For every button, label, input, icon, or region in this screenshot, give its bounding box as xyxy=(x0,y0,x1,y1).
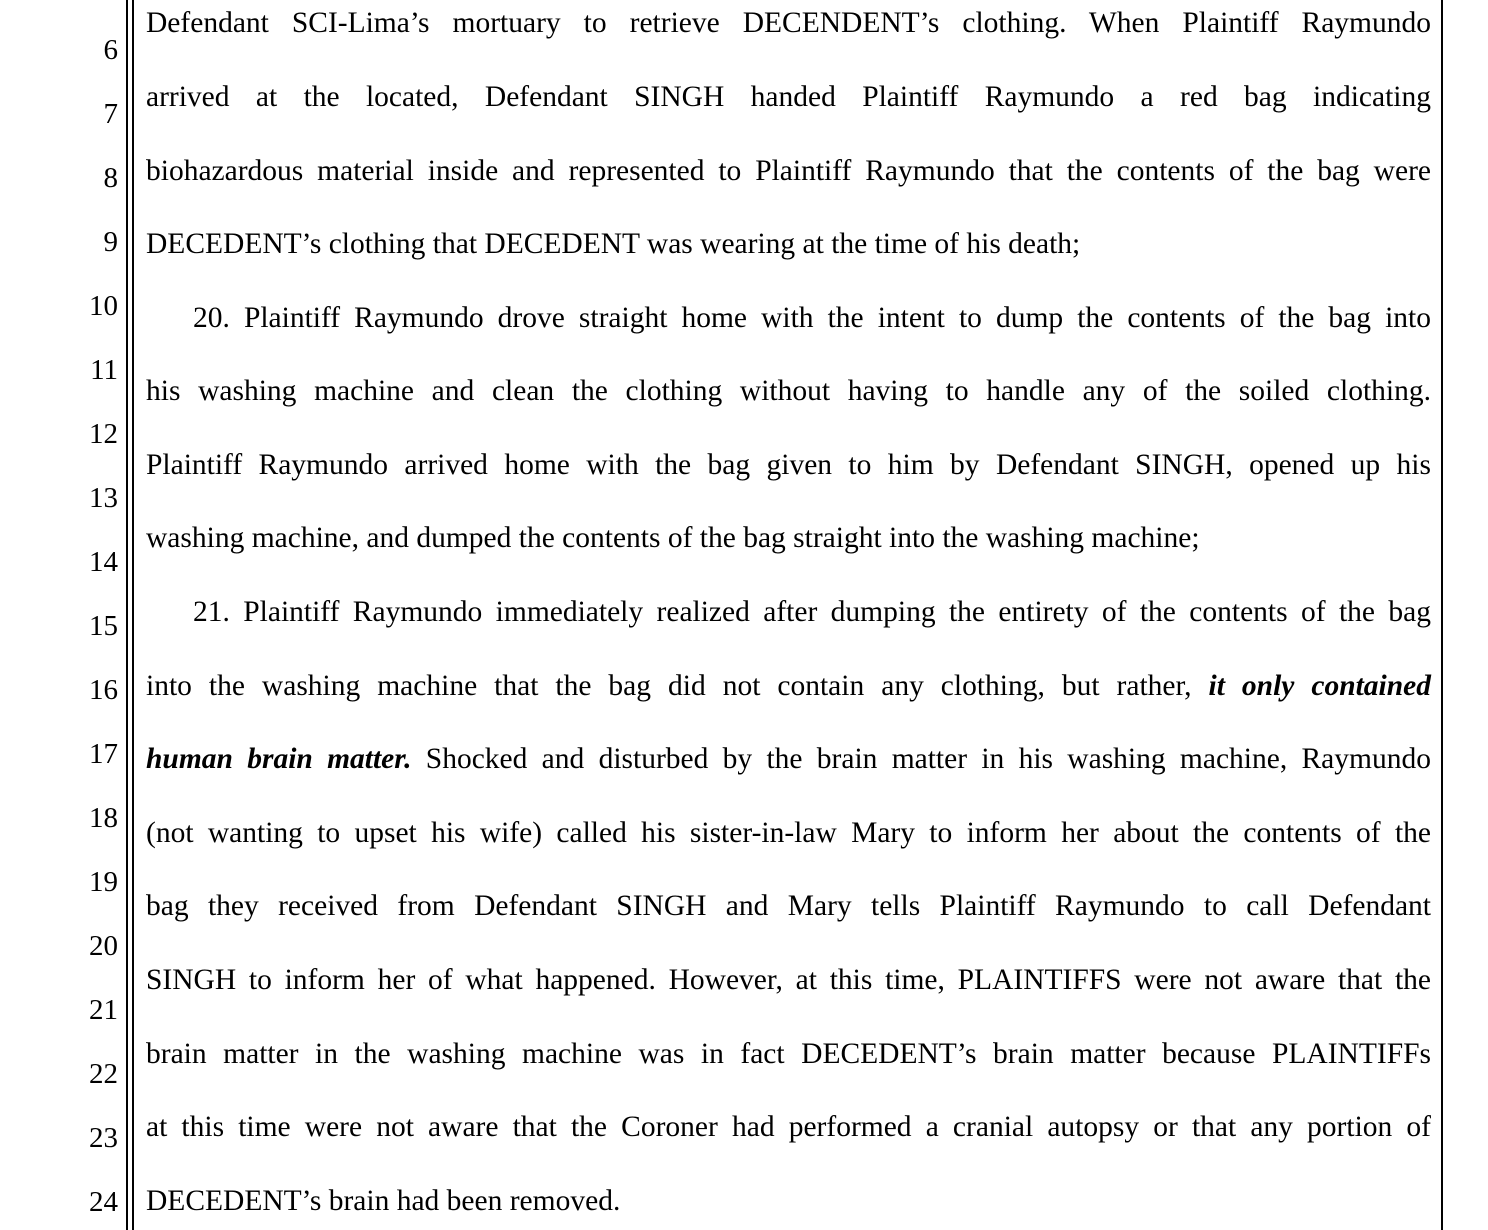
text-line: biohazardous material inside and represented to Plaintiff Raymundo that the contents of the bag were xyxy=(146,155,1431,187)
line-number: 16 xyxy=(89,674,118,706)
line-number: 11 xyxy=(90,354,118,386)
paragraph-20-first-line: 20. Plaintiff Raymundo drove straight home with the intent to dump the contents of the bag into xyxy=(193,302,1431,334)
line-number: 20 xyxy=(89,930,118,962)
emphasized-text: it only contained xyxy=(1208,670,1432,702)
emphasized-text: human brain matter. xyxy=(146,743,412,775)
line-number: 9 xyxy=(103,226,118,258)
line-number: 7 xyxy=(103,98,118,130)
line-number: 15 xyxy=(89,610,118,642)
text-line xyxy=(146,739,1431,779)
line-number: 13 xyxy=(89,482,118,514)
line-number: 24 xyxy=(89,1186,118,1218)
right-margin-rule xyxy=(1441,0,1443,1230)
left-margin-rule-inner xyxy=(132,0,134,1230)
line-number-column xyxy=(0,0,118,1230)
text-line: Defendant SCI-Lima’s mortuary to retrieve DECENDENT’s clothing. When Plaintiff Raymundo xyxy=(146,7,1431,39)
line-number: 22 xyxy=(89,1058,118,1090)
text-span: into the washing machine that the bag did not contain any clothing, but rather, xyxy=(146,670,1209,702)
left-margin-rule-outer xyxy=(126,0,128,1230)
text-line: brain matter in the washing machine was in fact DECEDENT’s brain matter because PLAINTIFFs xyxy=(146,1038,1431,1070)
text-line: DECEDENT’s clothing that DECEDENT was wearing at the time of his death; xyxy=(146,228,1081,260)
text-line: (not wanting to upset his wife) called his sister-in-law Mary to inform her about the contents of the xyxy=(146,817,1431,849)
line-number: 17 xyxy=(89,738,118,770)
text-line: DECEDENT’s brain had been removed. xyxy=(146,1185,621,1217)
line-number: 19 xyxy=(89,866,118,898)
line-number: 14 xyxy=(89,546,118,578)
text-line: his washing machine and clean the clothing without having to handle any of the soiled clothing. xyxy=(146,375,1431,407)
text-line: washing machine, and dumped the contents of the bag straight into the washing machine; xyxy=(146,522,1200,554)
paragraph-21-first-line: 21. Plaintiff Raymundo immediately realized after dumping the entirety of the contents of the bag xyxy=(193,596,1431,628)
line-number: 21 xyxy=(89,994,118,1026)
text-line: SINGH to inform her of what happened. However, at this time, PLAINTIFFS were not aware that the xyxy=(146,964,1431,996)
text-line: arrived at the located, Defendant SINGH handed Plaintiff Raymundo a red bag indicating xyxy=(146,81,1431,113)
line-number: 6 xyxy=(103,34,118,66)
line-number: 18 xyxy=(89,802,118,834)
text-line: at this time were not aware that the Coroner had performed a cranial autopsy or that any portion of xyxy=(146,1111,1431,1143)
text-line: bag they received from Defendant SINGH and Mary tells Plaintiff Raymundo to call Defendant xyxy=(146,890,1431,922)
text-span: Shocked and disturbed by the brain matter in his washing machine, Raymundo xyxy=(411,743,1431,775)
line-number: 23 xyxy=(89,1122,118,1154)
line-number: 12 xyxy=(89,418,118,450)
line-number: 10 xyxy=(89,290,118,322)
text-line: Plaintiff Raymundo arrived home with the bag given to him by Defendant SINGH, opened up his xyxy=(146,449,1431,481)
line-number: 8 xyxy=(103,162,118,194)
text-line xyxy=(146,666,1431,706)
